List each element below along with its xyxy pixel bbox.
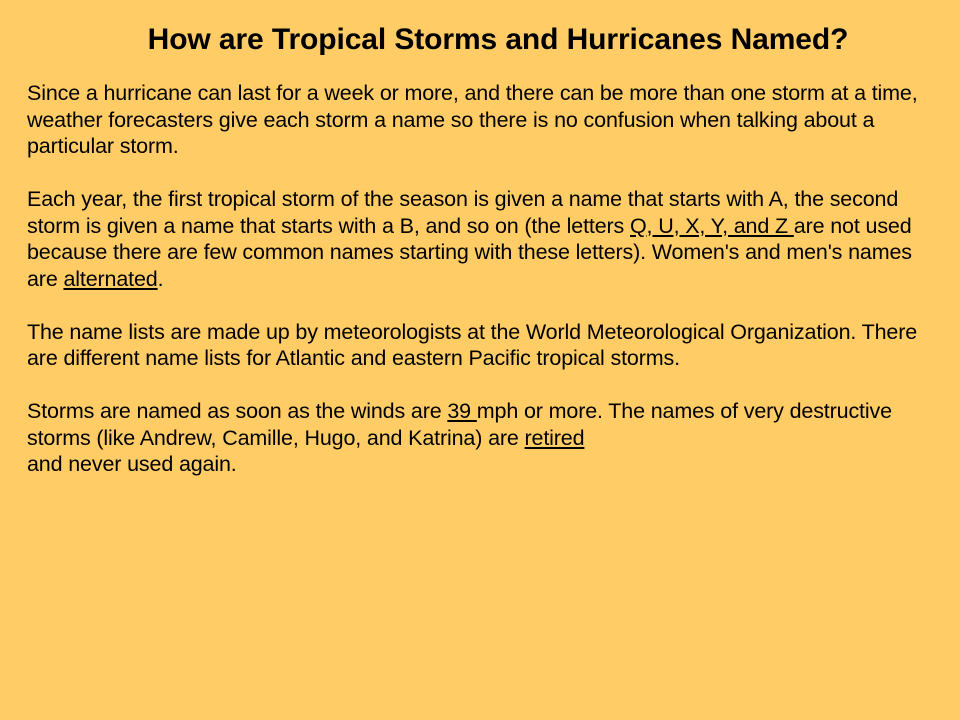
paragraph-text: Storms are named as soon as the winds are bbox=[27, 399, 448, 423]
paragraph-naming-rules bbox=[27, 398, 947, 478]
slide-title: How are Tropical Storms and Hurricanes Named? bbox=[147, 23, 849, 56]
paragraph-name-lists: The name lists are made up by meteorologists at the World Meteorological Organization. There are different name lists for Atlantic and eastern Pacific tropical storms. bbox=[27, 319, 918, 370]
paragraph-text: Each year, the first tropical storm of the season is given a name that starts with A, the second storm is given a name that starts with a B, and so on (the letters bbox=[27, 187, 899, 238]
paragraph-text: and never used again. bbox=[27, 452, 237, 476]
slide-body bbox=[27, 80, 947, 504]
paragraph-alphabet-order bbox=[27, 186, 947, 292]
letters-link[interactable]: Q, U, X, Y, and Z bbox=[629, 213, 794, 238]
wind-speed-link[interactable]: 39 bbox=[447, 399, 477, 423]
paragraph-why-names: Since a hurricane can last for a week or more, and there can be more than one storm at a time, weather forecasters give each storm a name so there is no confusion when talking about a particular storm. bbox=[27, 81, 918, 158]
paragraph-text: . bbox=[157, 266, 164, 291]
alternated-link[interactable]: alternated bbox=[63, 266, 158, 291]
paragraph-text: are not used because there are few common names starting with these letters). Women's and men's names are bbox=[27, 213, 912, 291]
paragraph-text: mph or more. The names of very destructive storms (like Andrew, Camille, Hugo, and Katrina) are bbox=[27, 399, 892, 450]
retired-link[interactable]: retired bbox=[524, 425, 585, 450]
